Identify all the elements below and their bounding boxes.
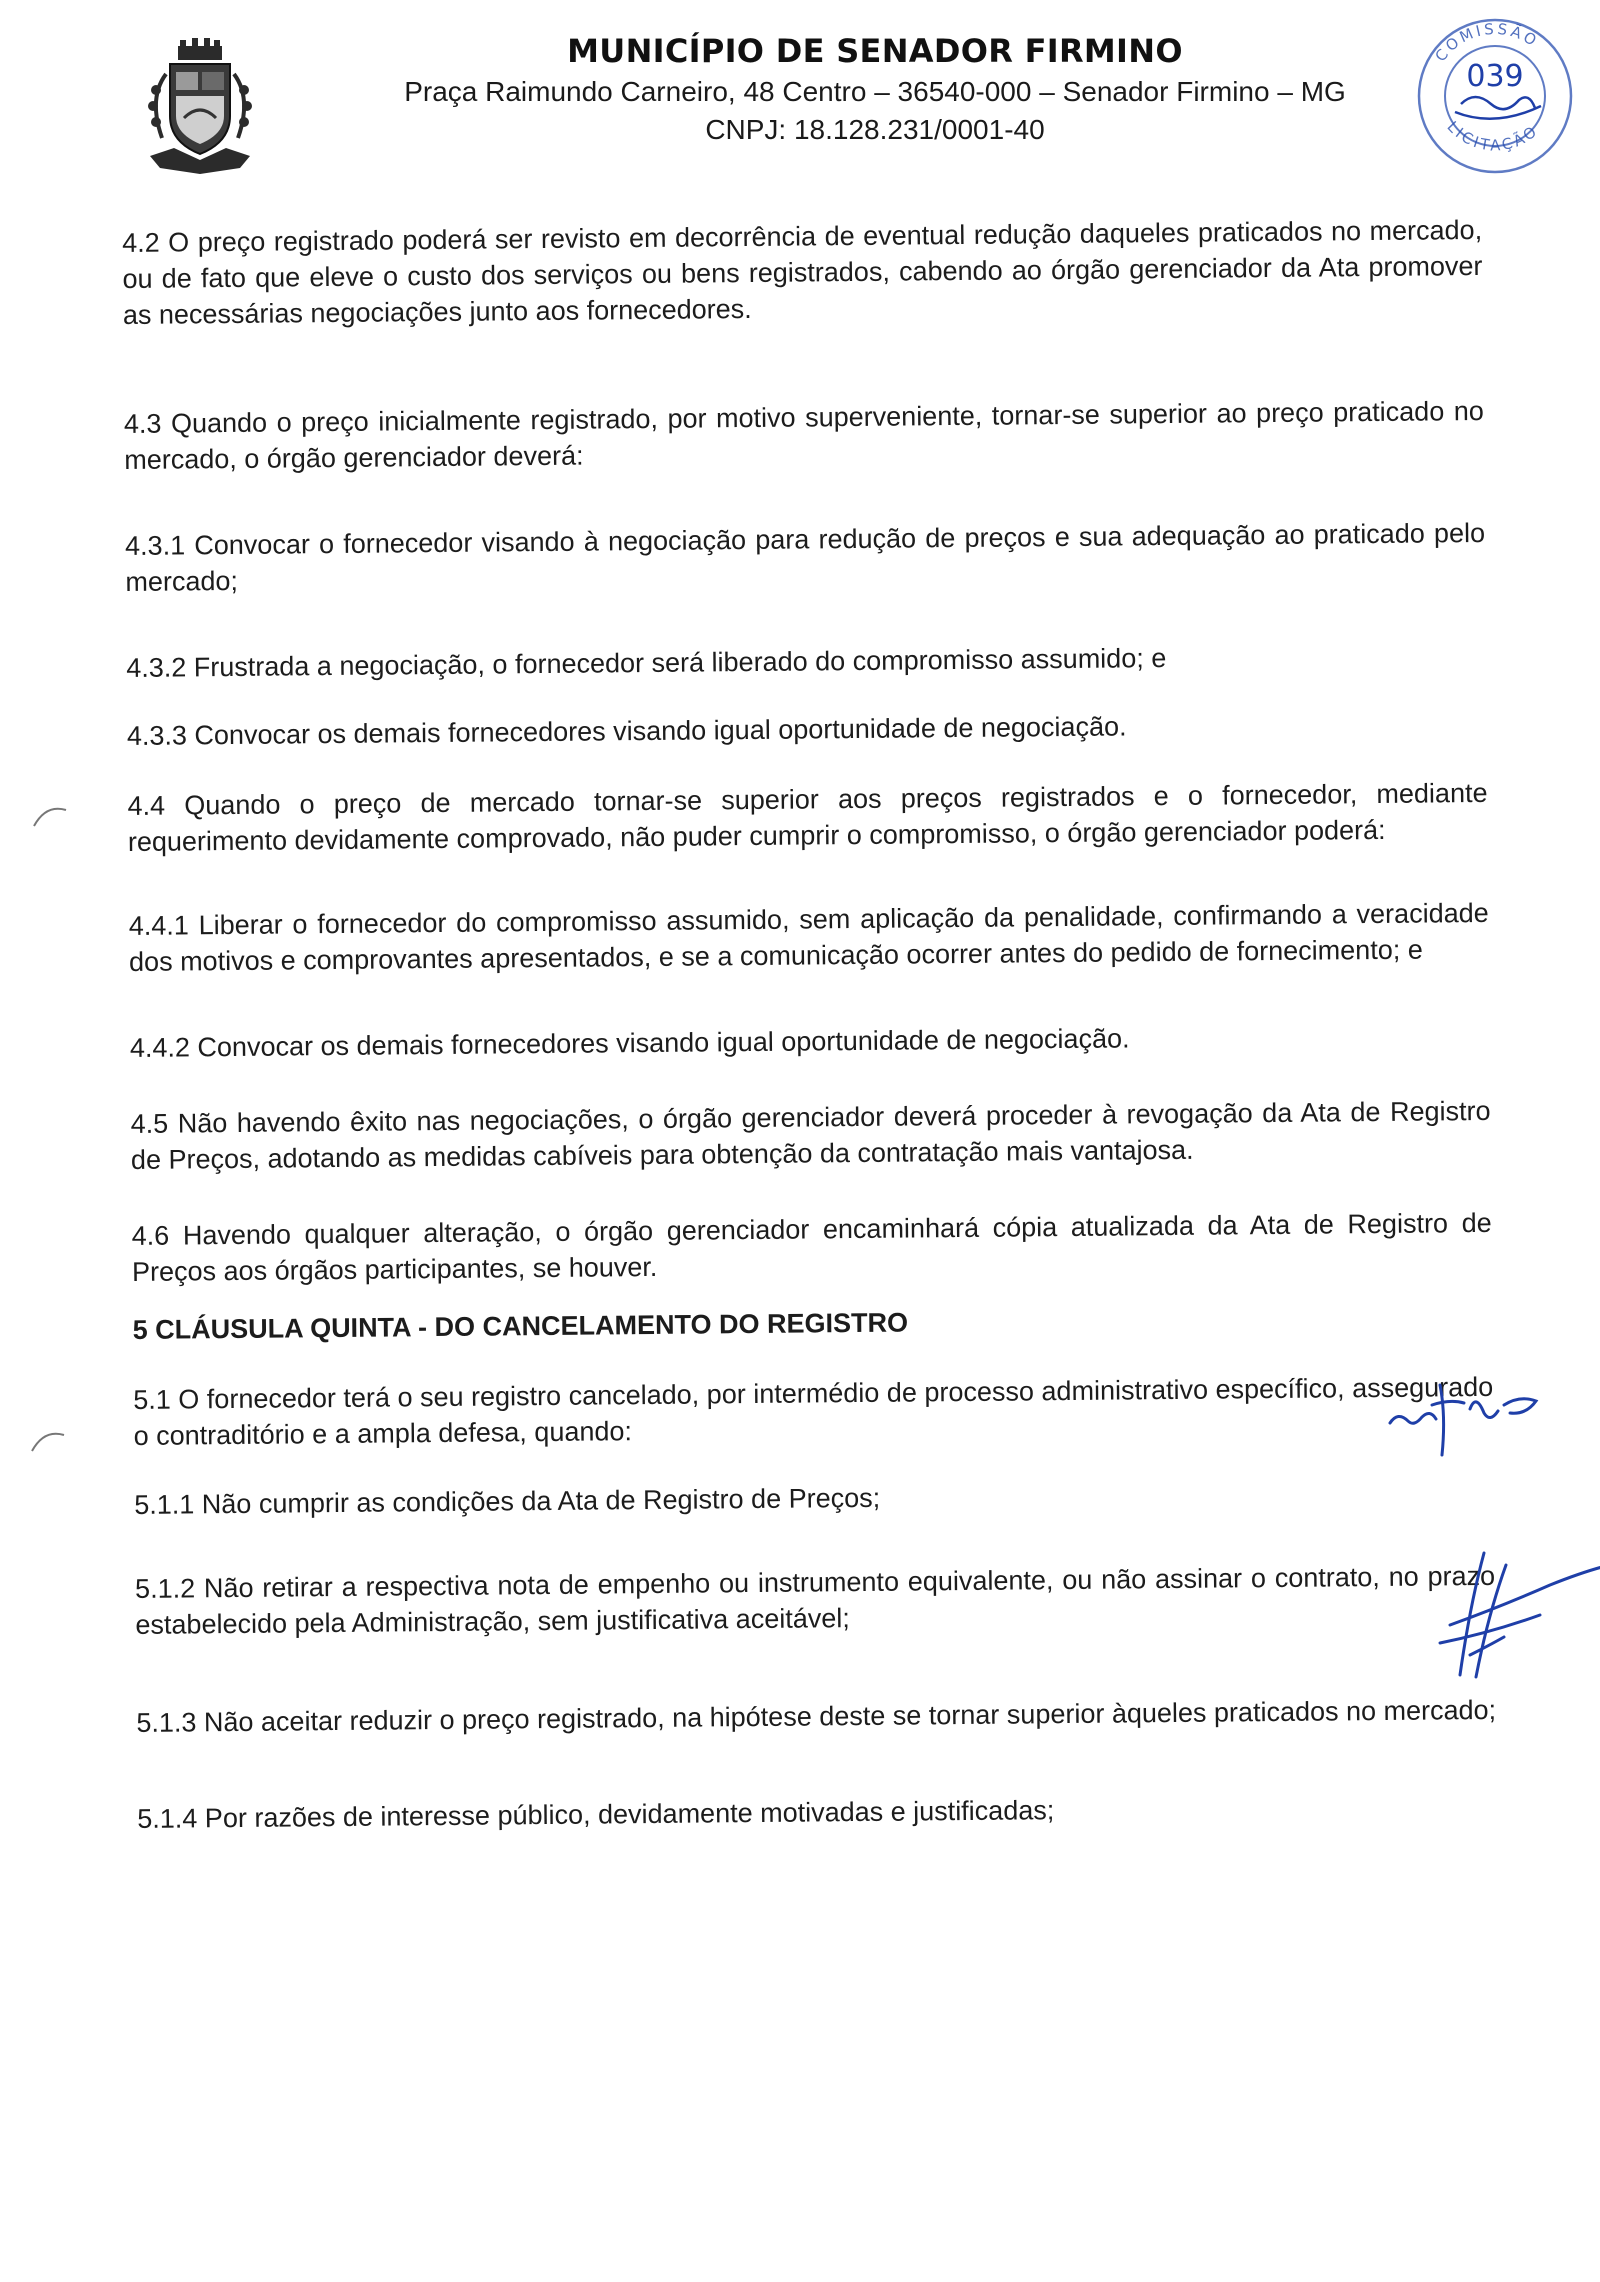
clause-4-3: 4.3 Quando o preço inicialmente registrado, por motivo superveniente, tornar-se superior ao preço praticado no mercado, o órgão gerenciador deverá: [123,395,1484,475]
clause-5-1-1: 5.1.1 Não cumprir as condições da Ata de Registro de Preços; [134,1482,881,1520]
stamp-signature-icon [1455,97,1541,119]
municipality-address: Praça Raimundo Carneiro, 48 Centro – 36540-000 – Senador Firmino – MG [404,76,1346,107]
clause-4-3-3: 4.3.3 Convocar os demais fornecedores visando igual oportunidade de negociação. [126,711,1127,751]
clause-4-5: 4.5 Não havendo êxito nas negociações, o órgão gerenciador deverá proceder à revogação da Ata de Registro de Preços, adotando as medidas cabíveis para obtenção da contratação mais vantajosa. [130,1095,1491,1175]
letterhead-text [350,32,1400,146]
clause-4-4: 4.4 Quando o preço de mercado tornar-se superior aos preços registrados e o fornecedor, mediante requerimento devidamente comprovado, não puder cumprir o compromisso, o órgão gerenciador poderá: [127,777,1488,857]
clause-4-4-2: 4.4.2 Convocar os demais fornecedores visando igual oportunidade de negociação. [129,1023,1130,1063]
clause-5-1-3: 5.1.3 Não aceitar reduzir o preço registrado, na hipótese deste se tornar superior àqueles praticados no mercado; [136,1694,1497,1738]
municipality-title: MUNICÍPIO DE SENADOR FIRMINO [567,32,1183,70]
municipality-cnpj: CNPJ: 18.128.231/0001-40 [705,114,1045,145]
stamp-page-number: 039 [1466,59,1524,94]
document-body [122,212,1497,1837]
stamp-bottom-text: LICITAÇÃO [1443,117,1543,155]
clause-4-4-1: 4.4.1 Liberar o fornecedor do compromisso assumido, sem aplicação da penalidade, confirmando a veracidade dos motivos e comprovantes apresentados, e se a comunicação ocorrer antes do pedido de fornecimento; e [128,897,1489,977]
clause-5-1-2: 5.1.2 Não retirar a respectiva nota de empenho ou instrumento equivalente, ou não assinar o contrato, no prazo estabelecido pela Administração, sem justificativa aceitável; [134,1560,1496,1640]
handwritten-signature-icon [1430,1545,1600,1685]
clause-5-1: 5.1 O fornecedor terá o seu registro cancelado, por intermédio de processo administrativo específico, assegurado o contraditório e a ampla defesa, quando: [133,1371,1494,1451]
clause-4-6: 4.6 Havendo qualquer alteração, o órgão gerenciador encaminhará cópia atualizada da Ata de Registro de Preços aos órgãos participantes, se houver. [131,1207,1492,1287]
clause-5-1-4: 5.1.4 Por razões de interesse público, devidamente motivadas e justificadas; [137,1795,1055,1834]
scan-margin-mark [30,800,70,830]
clause-4-3-1: 4.3.1 Convocar o fornecedor visando à negociação para redução de preços e sua adequação ao praticado pelo mercado; [124,517,1486,597]
municipal-coat-of-arms-icon [140,38,260,178]
letterhead [0,0,1600,200]
handwritten-initials-icon [1380,1365,1550,1460]
scan-margin-mark [28,1425,68,1455]
stamp-top-text: COMISSÃO [1431,19,1543,66]
svg-text:LICITAÇÃO [1444,118,1543,155]
section-5-heading: 5 CLÁUSULA QUINTA - DO CANCELAMENTO DO REGISTRO [132,1307,909,1345]
clause-4-2: 4.2 O preço registrado poderá ser revisto em decorrência de eventual redução daqueles praticados no mercado, ou de fato que eleve o custo dos serviços ou bens registrados, cabendo ao órgão gerenciador da Ata promover as necessárias negociações junto aos fornecedores. [122,214,1483,330]
commission-page-stamp [1395,8,1595,178]
clause-4-3-2: 4.3.2 Frustrada a negociação, o fornecedor será liberado do compromisso assumido; e [126,642,1167,683]
